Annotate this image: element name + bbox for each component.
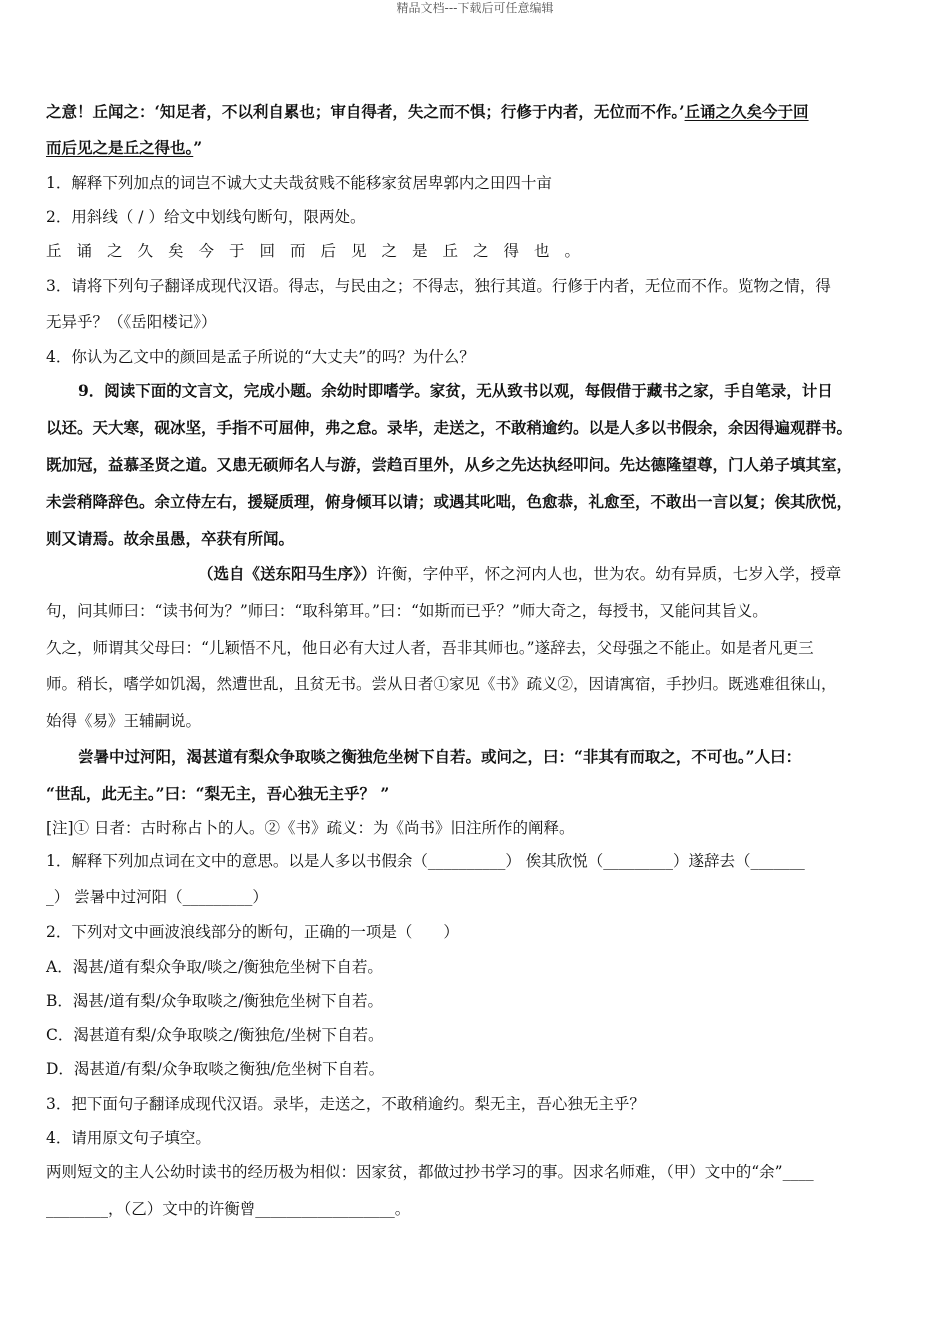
question-a1: 1．解释下列加点的词岂不诚大丈夫哉贫贱不能移家贫居卑郭内之田四十亩	[46, 174, 552, 192]
question-a3-line-2: 无异乎？（《岳阳楼记》）	[46, 313, 217, 331]
question-b3: 3．把下面句子翻译成现代汉语。录毕，走送之，不敢稍逾约。梨无主，吾心独无主乎？	[46, 1095, 645, 1113]
question-a2: 2．用斜线（ / ）给文中划线句断句，限两处。	[46, 208, 366, 226]
page-header: 精品文档---下载后可任意编辑	[396, 1, 554, 15]
underlined-sentence-part-1: 丘诵之久矣今于回	[684, 102, 809, 121]
question-b4-line-2: ________，（乙）文中的许衡曾__________________。	[46, 1200, 411, 1218]
option-a: A．渴甚/道有梨众争取/啖之/衡独危坐树下自若。	[46, 958, 383, 976]
passage-9-line-8: 久之，师谓其父母曰：“儿颖悟不凡，他日必有大过人者，吾非其师也。”遂辞去，父母强之不能止。如是者凡更三	[46, 639, 814, 657]
passage-9-line-1: 9．阅读下面的文言文，完成小题。余幼时即嗜学。家贫，无从致书以观，每假借于藏书之家，手自笔录，计日	[78, 381, 833, 400]
option-b: B．渴甚/道有梨/众争取啖之/衡独危坐树下自若。	[46, 992, 384, 1010]
passage-9-note: [注]① 日者：古时称占卜的人。②《书》疏义：为《尚书》旧注所作的阐释。	[46, 819, 575, 837]
question-a2-sentence: 丘诵之久矣今于回而后见之是丘之得也。	[46, 242, 596, 260]
question-a4: 4．你认为乙文中的颜回是孟子所说的“大丈夫”的吗？为什么？	[46, 348, 475, 366]
passage-9-line-7: 句，问其师曰：“读书何为？”师曰：“取科第耳。”曰：“如斯而已乎？”师大奇之，每授书，又能问其旨义。	[46, 602, 768, 620]
passage-a-text: 之意！丘闻之：‘知足者，不以利自累也；审自得者，失之而不惧；行修于内者，无位而不作。’	[46, 102, 685, 121]
passage-9-line-10: 始得《易》王辅嗣说。	[46, 712, 202, 730]
closing-quote: ”	[193, 138, 203, 157]
source-citation: （选自《送东阳马生序》）	[198, 564, 377, 583]
passage-9-line-12: “世乱，此无主。”曰：“梨无主，吾心独无主乎？ ”	[46, 784, 390, 803]
passage-9-line-11: 尝暑中过河阳，渴甚道有梨众争取啖之衡独危坐树下自若。或问之，曰：“非其有而取之，不可也。”人曰：	[78, 747, 802, 766]
question-b4-line-1: 两则短文的主人公幼时读书的经历极为相似：因家贫，都做过抄书学习的事。因求名师难，（甲）文中的“余”____	[46, 1163, 814, 1181]
question-b1-line-1: 1．解释下列加点词在文中的意思。以是人多以书假余（__________） 俟其欣悦（_________）遂辞去（_______	[46, 852, 805, 870]
question-b4: 4．请用原文句子填空。	[46, 1129, 211, 1147]
option-c: C．渴甚道有梨/众争取啖之/衡独危/坐树下自若。	[46, 1026, 384, 1044]
passage-9-line-4: 未尝稍降辞色。余立侍左右，援疑质理，俯身倾耳以请；或遇其叱咄，色愈恭，礼愈至，不敢出一言以复；俟其欣悦，	[46, 492, 853, 511]
passage-a-line-1	[46, 101, 809, 123]
question-b2: 2．下列对文中画波浪线部分的断句，正确的一项是（ ）	[46, 923, 459, 941]
underlined-sentence-part-2: 而后见之是丘之得也。	[46, 138, 194, 157]
passage-9-line-2: 以还。天大寒，砚冰坚，手指不可屈伸，弗之怠。录毕，走送之，不敢稍逾约。以是人多以书假余，余因得遍观群书。	[46, 418, 853, 437]
passage-9-line-6	[198, 563, 841, 585]
passage-9-line-3: 既加冠，益慕圣贤之道。又患无硕师名人与游，尝趋百里外，从乡之先达执经叩问。先达德隆望尊，门人弟子填其室，	[46, 455, 853, 474]
passage-a-line-2	[46, 137, 202, 159]
passage-9-line-9: 师。稍长，嗜学如饥渴，然遭世乱，且贫无书。尝从日者①家见《书》疏义②，因请寓宿，手抄归。既逃难徂徕山，	[46, 675, 837, 693]
option-d: D．渴甚道/有梨/众争取啖之衡独/危坐树下自若。	[46, 1060, 385, 1078]
passage-9-line-5: 则又请焉。故余虽愚，卒获有所闻。	[46, 529, 295, 548]
passage-b-start: 许衡，字仲平，怀之河内人也，世为农。幼有异质，七岁入学，授章	[376, 565, 842, 583]
question-b1-line-2: _） 尝暑中过河阳（_________）	[46, 888, 268, 906]
question-a3-line-1: 3．请将下列句子翻译成现代汉语。得志，与民由之；不得志，独行其道。行修于内者，无位而不作。览物之情，得	[46, 277, 831, 295]
